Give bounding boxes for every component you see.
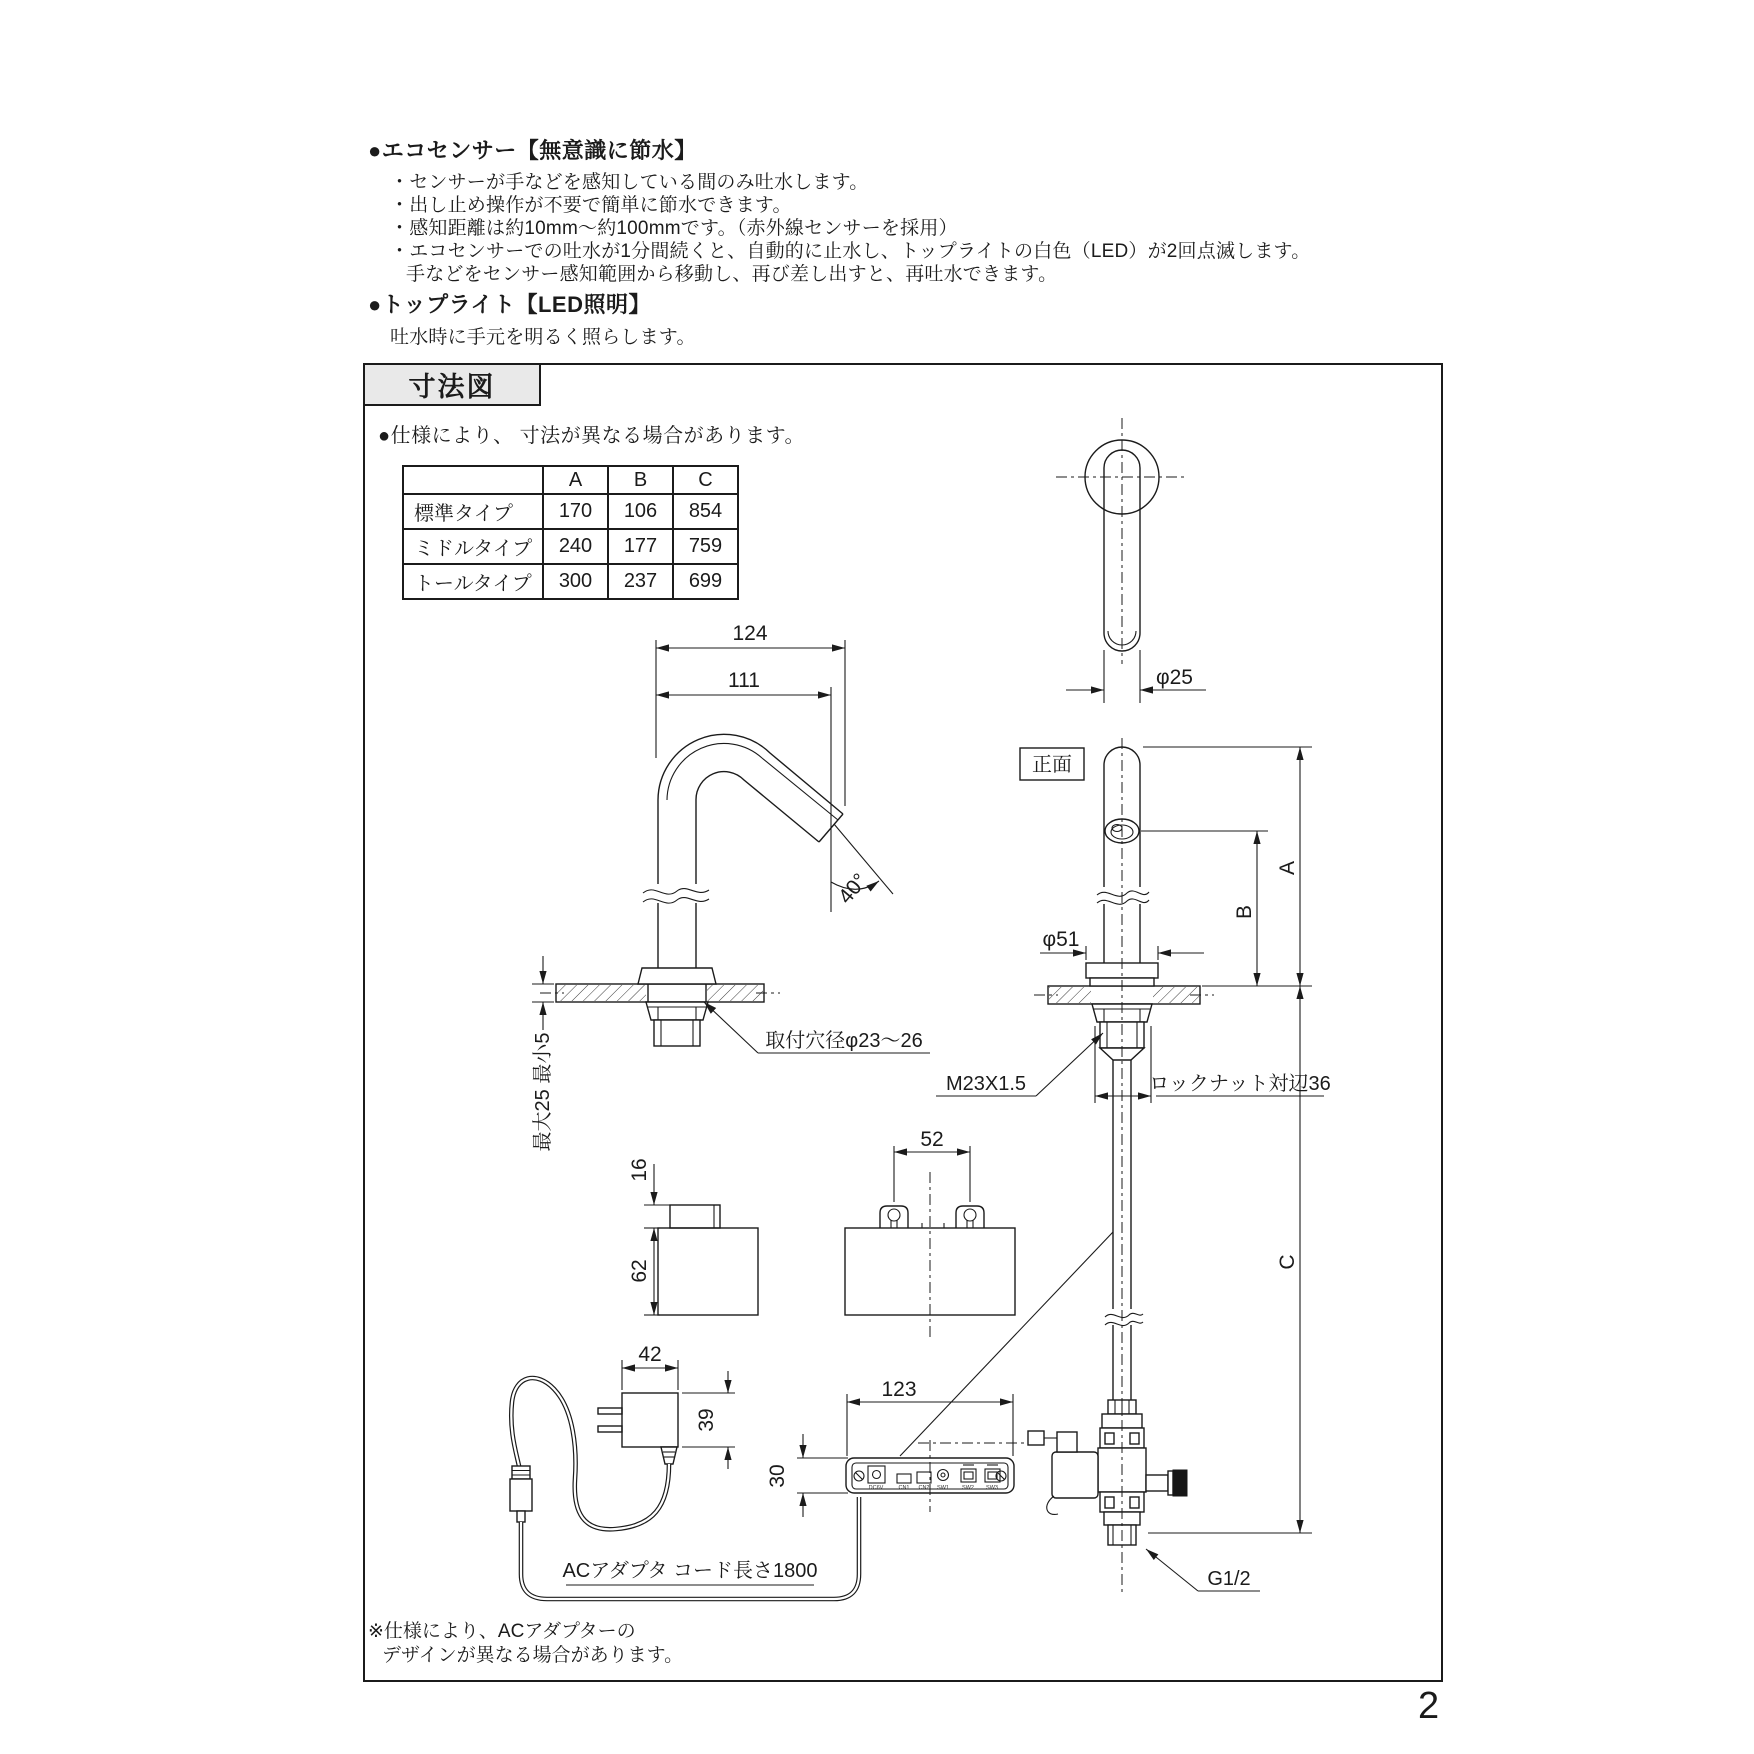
table-header-a: A — [543, 466, 608, 494]
plug-prong — [598, 1408, 622, 1414]
control-box-side-view — [628, 1158, 758, 1315]
faucet-side-view — [531, 622, 930, 1151]
ac-cord-label: ACアダプタ コード長さ1800 — [562, 1560, 818, 1582]
spout-outer-profile — [658, 734, 843, 968]
adapter-cord — [511, 1378, 669, 1529]
cable-plug — [1028, 1431, 1044, 1445]
counter-hatch-right — [707, 985, 763, 1001]
counter-hatch-left — [557, 985, 646, 1001]
dim-111-label: 111 — [728, 669, 760, 692]
eco-bullet-3: ・感知距離は約10mm～約100mmです。（赤外線センサーを採用） — [390, 218, 958, 239]
dim-123-label: 123 — [881, 1378, 917, 1401]
eco-bullet-4: ・エコセンサーでの吐水が1分間続くと、自動的に止水し、トップライトの白色（LED）が2回点滅します。 — [390, 241, 1311, 262]
spout-inner-profile — [696, 772, 819, 968]
value-c: 759 — [673, 529, 738, 564]
value-b: 106 — [608, 494, 673, 529]
dc-plug — [512, 1466, 530, 1479]
row-label: トールタイプ — [403, 564, 543, 599]
leader-line — [1036, 1033, 1103, 1096]
dim-62-label: 62 — [628, 1259, 651, 1283]
toplight-heading: ●トップライト【LED照明】 — [368, 292, 651, 317]
dim-A-label: A — [1276, 860, 1299, 876]
value-a: 300 — [543, 564, 608, 599]
locknut-label: ロックナット対辺36 — [1149, 1073, 1331, 1095]
front-view-tag: 正面 — [1032, 754, 1072, 776]
keyhole-slot — [888, 1209, 900, 1221]
value-a: 240 — [543, 529, 608, 564]
value-a: 170 — [543, 494, 608, 529]
plug-prong — [598, 1426, 622, 1432]
ac-adapter — [510, 1343, 859, 1599]
eco-bullet-5: 手などをセンサー感知範囲から移動し、再び差し出すと、再吐水できます。 — [406, 264, 1058, 285]
dia25-label: φ25 — [1156, 666, 1193, 689]
stop-valve-assembly — [918, 1400, 1260, 1591]
valve-knob — [1173, 1470, 1187, 1496]
deck-thickness-label: 最大25 最小5 — [532, 1032, 554, 1152]
counter-hatch-left — [1049, 987, 1091, 1003]
solenoid — [1052, 1452, 1098, 1498]
keyhole-slot — [964, 1209, 976, 1221]
dim-30-label: 30 — [766, 1464, 789, 1488]
port-label-cn2: CN2 — [918, 1485, 930, 1491]
solenoid-connector — [1057, 1432, 1077, 1452]
cord-loop — [521, 1497, 859, 1599]
port-label-sw3: SW3 — [986, 1485, 998, 1491]
dim-40deg-label: 40° — [834, 869, 873, 909]
port-label-sw1: SW1 — [937, 1485, 949, 1491]
table-header-c: C — [673, 466, 738, 494]
base-flange — [638, 968, 716, 984]
dimension-note: ●仕様により、 寸法が異なる場合があります。 — [378, 425, 806, 447]
eco-bullet-2: ・出し止め操作が不要で簡単に節水できます。 — [390, 195, 792, 216]
adapter-body — [622, 1393, 678, 1447]
box-top-part — [670, 1205, 720, 1228]
port-label-sw2: SW2 — [962, 1485, 974, 1491]
spout-wall-line — [667, 743, 838, 820]
solenoid-wire — [1047, 1496, 1058, 1514]
eco-sensor-heading: ●エコセンサー【無意識に節水】 — [368, 138, 697, 163]
dim-42-label: 42 — [638, 1343, 662, 1366]
footnote-line-1: ※仕様により、ACアダプターの — [368, 1621, 636, 1642]
toplight-body: 吐水時に手元を明るく照らします。 — [390, 327, 696, 348]
outlet-thread-label: G1/2 — [1207, 1568, 1251, 1590]
mount-hole-label: 取付穴径φ23～26 — [765, 1030, 923, 1052]
port-label-cn1: CN1 — [898, 1485, 910, 1491]
dim-16-label: 16 — [628, 1158, 651, 1182]
value-c: 699 — [673, 564, 738, 599]
row-label: 標準タイプ — [403, 494, 543, 529]
leader-line — [900, 1232, 1113, 1456]
valve-stem — [1146, 1475, 1168, 1491]
faucet-top-view — [1056, 418, 1206, 703]
eco-bullet-1: ・センサーが手などを感知している間のみ吐水します。 — [390, 172, 869, 193]
value-b: 237 — [608, 564, 673, 599]
thread-label: M23X1.5 — [945, 1073, 1027, 1095]
dim-124-label: 124 — [732, 622, 768, 645]
port-label-dc: DC6V — [868, 1485, 884, 1491]
footnote-line-2: デザインが異なる場合があります。 — [382, 1645, 684, 1666]
dim-B-label: B — [1233, 904, 1256, 920]
dia51-label: φ51 — [1042, 928, 1080, 951]
dimension-section-title: 寸法図 — [363, 363, 541, 406]
dim-39-label: 39 — [695, 1408, 718, 1432]
strain-relief — [661, 1447, 677, 1464]
row-label: ミドルタイプ — [403, 529, 543, 564]
dim-52-label: 52 — [920, 1128, 944, 1151]
locknut — [646, 1002, 708, 1020]
dim-C-label: C — [1276, 1254, 1299, 1270]
box-body — [658, 1228, 758, 1315]
control-box-front-view — [845, 1128, 1015, 1340]
table-header-b: B — [608, 466, 673, 494]
page-number: 2 — [1418, 1685, 1440, 1727]
value-c: 854 — [673, 494, 738, 529]
value-b: 177 — [608, 529, 673, 564]
